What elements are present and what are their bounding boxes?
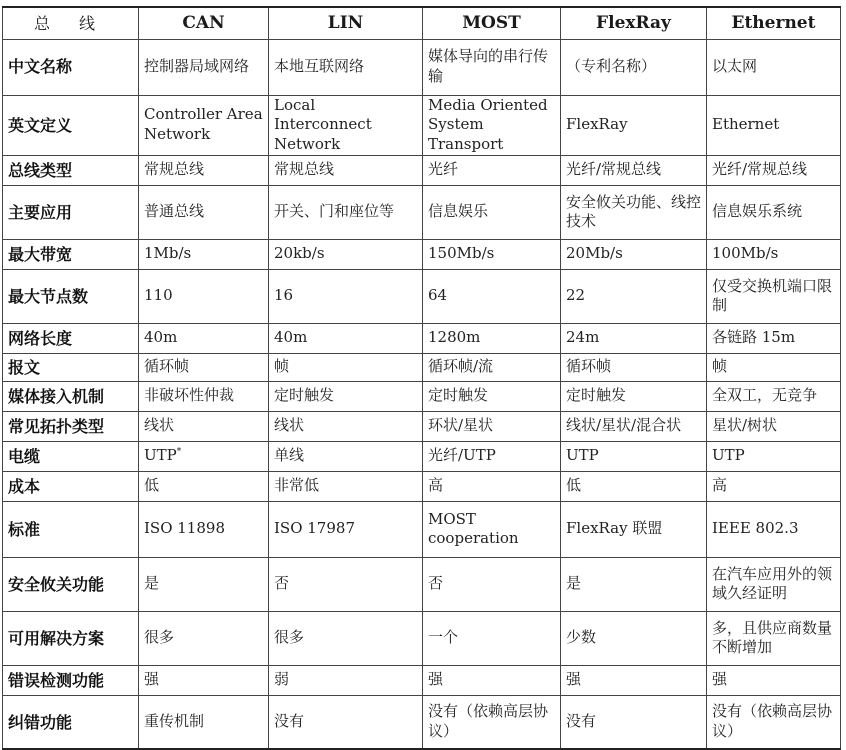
cell-can: 很多 xyxy=(139,611,269,665)
table-row xyxy=(3,557,841,611)
row-label: 电缆 xyxy=(3,441,139,471)
cell-most: MOST cooperation xyxy=(423,501,561,557)
cell-can: 普通总线 xyxy=(139,185,269,239)
cell-lin: 定时触发 xyxy=(269,381,423,411)
cell-lin: 弱 xyxy=(269,665,423,695)
table-row xyxy=(3,323,841,353)
cell-flexray: 定时触发 xyxy=(561,381,707,411)
cell-lin: 20kb/s xyxy=(269,239,423,269)
cell-ethernet: 信息娱乐系统 xyxy=(707,185,841,239)
row-label: 报文 xyxy=(3,353,139,381)
cell-most: Media Oriented System Transport xyxy=(423,95,561,155)
cell-flexray: 少数 xyxy=(561,611,707,665)
cell-flexray: 20Mb/s xyxy=(561,239,707,269)
cell-ethernet: 高 xyxy=(707,471,841,501)
row-label: 中文名称 xyxy=(3,39,139,95)
cell-ethernet: 星状/树状 xyxy=(707,411,841,441)
cell-most: 没有（依赖高层协议） xyxy=(423,695,561,749)
cell-most: 光纤/UTP xyxy=(423,441,561,471)
cell-lin: 没有 xyxy=(269,695,423,749)
cell-ethernet: 帧 xyxy=(707,353,841,381)
cell-flexray: FlexRay 联盟 xyxy=(561,501,707,557)
cell-can: 40m xyxy=(139,323,269,353)
cell-ethernet: 以太网 xyxy=(707,39,841,95)
cell-flexray: 是 xyxy=(561,557,707,611)
cell-flexray: 没有 xyxy=(561,695,707,749)
table-row xyxy=(3,95,841,155)
cell-ethernet: 100Mb/s xyxy=(707,239,841,269)
cell-ethernet: 多，且供应商数量不断增加 xyxy=(707,611,841,665)
header-corner: 总 线 xyxy=(3,7,139,39)
header-can: CAN xyxy=(139,7,269,39)
table-row xyxy=(3,471,841,501)
cell-can: 常规总线 xyxy=(139,155,269,185)
cell-can: 是 xyxy=(139,557,269,611)
table-row xyxy=(3,611,841,665)
row-label: 纠错功能 xyxy=(3,695,139,749)
row-label: 可用解决方案 xyxy=(3,611,139,665)
cell-lin: 40m xyxy=(269,323,423,353)
cell-ethernet: 仅受交换机端口限制 xyxy=(707,269,841,323)
header-flexray: FlexRay xyxy=(561,7,707,39)
cell-most: 强 xyxy=(423,665,561,695)
cell-most: 否 xyxy=(423,557,561,611)
table-row xyxy=(3,501,841,557)
table-row xyxy=(3,39,841,95)
table-row xyxy=(3,155,841,185)
cable-footnote-mark: * xyxy=(176,447,182,458)
row-label: 媒体接入机制 xyxy=(3,381,139,411)
table-row xyxy=(3,695,841,749)
table-row xyxy=(3,411,841,441)
cell-flexray: 24m xyxy=(561,323,707,353)
cell-flexray: 线状/星状/混合状 xyxy=(561,411,707,441)
row-label: 最大节点数 xyxy=(3,269,139,323)
cell-ethernet: 强 xyxy=(707,665,841,695)
row-label: 英文定义 xyxy=(3,95,139,155)
header-most: MOST xyxy=(423,7,561,39)
row-label: 主要应用 xyxy=(3,185,139,239)
cell-ethernet: 在汽车应用外的领域久经证明 xyxy=(707,557,841,611)
cell-lin: 16 xyxy=(269,269,423,323)
cell-can xyxy=(139,441,269,471)
cell-can-text: UTP xyxy=(144,446,177,465)
cell-lin: 很多 xyxy=(269,611,423,665)
cell-flexray: （专利名称） xyxy=(561,39,707,95)
cell-can: 控制器局域网络 xyxy=(139,39,269,95)
cell-can: 低 xyxy=(139,471,269,501)
cell-can: 重传机制 xyxy=(139,695,269,749)
cell-flexray: 循环帧 xyxy=(561,353,707,381)
row-label: 错误检测功能 xyxy=(3,665,139,695)
cell-ethernet: 光纤/常规总线 xyxy=(707,155,841,185)
row-label: 标准 xyxy=(3,501,139,557)
table-header-row xyxy=(3,7,841,39)
row-label: 总线类型 xyxy=(3,155,139,185)
cell-ethernet: 各链路 15m xyxy=(707,323,841,353)
table-row xyxy=(3,441,841,471)
cell-lin: 线状 xyxy=(269,411,423,441)
cell-can: 强 xyxy=(139,665,269,695)
header-ethernet: Ethernet xyxy=(707,7,841,39)
cell-most: 定时触发 xyxy=(423,381,561,411)
cell-most: 1280m xyxy=(423,323,561,353)
bus-comparison-table xyxy=(2,6,841,750)
header-lin: LIN xyxy=(269,7,423,39)
cell-most: 光纤 xyxy=(423,155,561,185)
table-row xyxy=(3,239,841,269)
cell-most: 一个 xyxy=(423,611,561,665)
row-label: 网络长度 xyxy=(3,323,139,353)
cell-flexray: FlexRay xyxy=(561,95,707,155)
cell-can: Controller Area Network xyxy=(139,95,269,155)
cell-flexray: 安全攸关功能、线控技术 xyxy=(561,185,707,239)
table-row xyxy=(3,269,841,323)
cell-flexray: 低 xyxy=(561,471,707,501)
cell-most: 64 xyxy=(423,269,561,323)
cell-can: 非破坏性仲裁 xyxy=(139,381,269,411)
cell-can: ISO 11898 xyxy=(139,501,269,557)
table-row xyxy=(3,353,841,381)
cell-ethernet: IEEE 802.3 xyxy=(707,501,841,557)
table-row xyxy=(3,665,841,695)
cell-ethernet: 没有（依赖高层协议） xyxy=(707,695,841,749)
cell-most: 150Mb/s xyxy=(423,239,561,269)
cell-lin: 单线 xyxy=(269,441,423,471)
cell-can: 110 xyxy=(139,269,269,323)
cell-lin: 否 xyxy=(269,557,423,611)
cell-lin: 常规总线 xyxy=(269,155,423,185)
table-row xyxy=(3,185,841,239)
cell-ethernet: Ethernet xyxy=(707,95,841,155)
cell-can: 1Mb/s xyxy=(139,239,269,269)
cell-ethernet: UTP xyxy=(707,441,841,471)
cell-most: 环状/星状 xyxy=(423,411,561,441)
row-label: 成本 xyxy=(3,471,139,501)
row-label: 最大带宽 xyxy=(3,239,139,269)
cell-lin: Local Interconnect Network xyxy=(269,95,423,155)
cell-lin: 帧 xyxy=(269,353,423,381)
cell-ethernet: 全双工，无竞争 xyxy=(707,381,841,411)
cell-can: 循环帧 xyxy=(139,353,269,381)
cell-lin: 开关、门和座位等 xyxy=(269,185,423,239)
cell-lin: ISO 17987 xyxy=(269,501,423,557)
cell-lin: 非常低 xyxy=(269,471,423,501)
cell-lin: 本地互联网络 xyxy=(269,39,423,95)
cell-can: 线状 xyxy=(139,411,269,441)
cell-most: 媒体导向的串行传输 xyxy=(423,39,561,95)
cell-flexray: 强 xyxy=(561,665,707,695)
row-label: 安全攸关功能 xyxy=(3,557,139,611)
cell-flexray: 光纤/常规总线 xyxy=(561,155,707,185)
table-row xyxy=(3,381,841,411)
cell-flexray: 22 xyxy=(561,269,707,323)
row-label: 常见拓扑类型 xyxy=(3,411,139,441)
cell-most: 信息娱乐 xyxy=(423,185,561,239)
cell-most: 循环帧/流 xyxy=(423,353,561,381)
cell-flexray: UTP xyxy=(561,441,707,471)
cell-most: 高 xyxy=(423,471,561,501)
